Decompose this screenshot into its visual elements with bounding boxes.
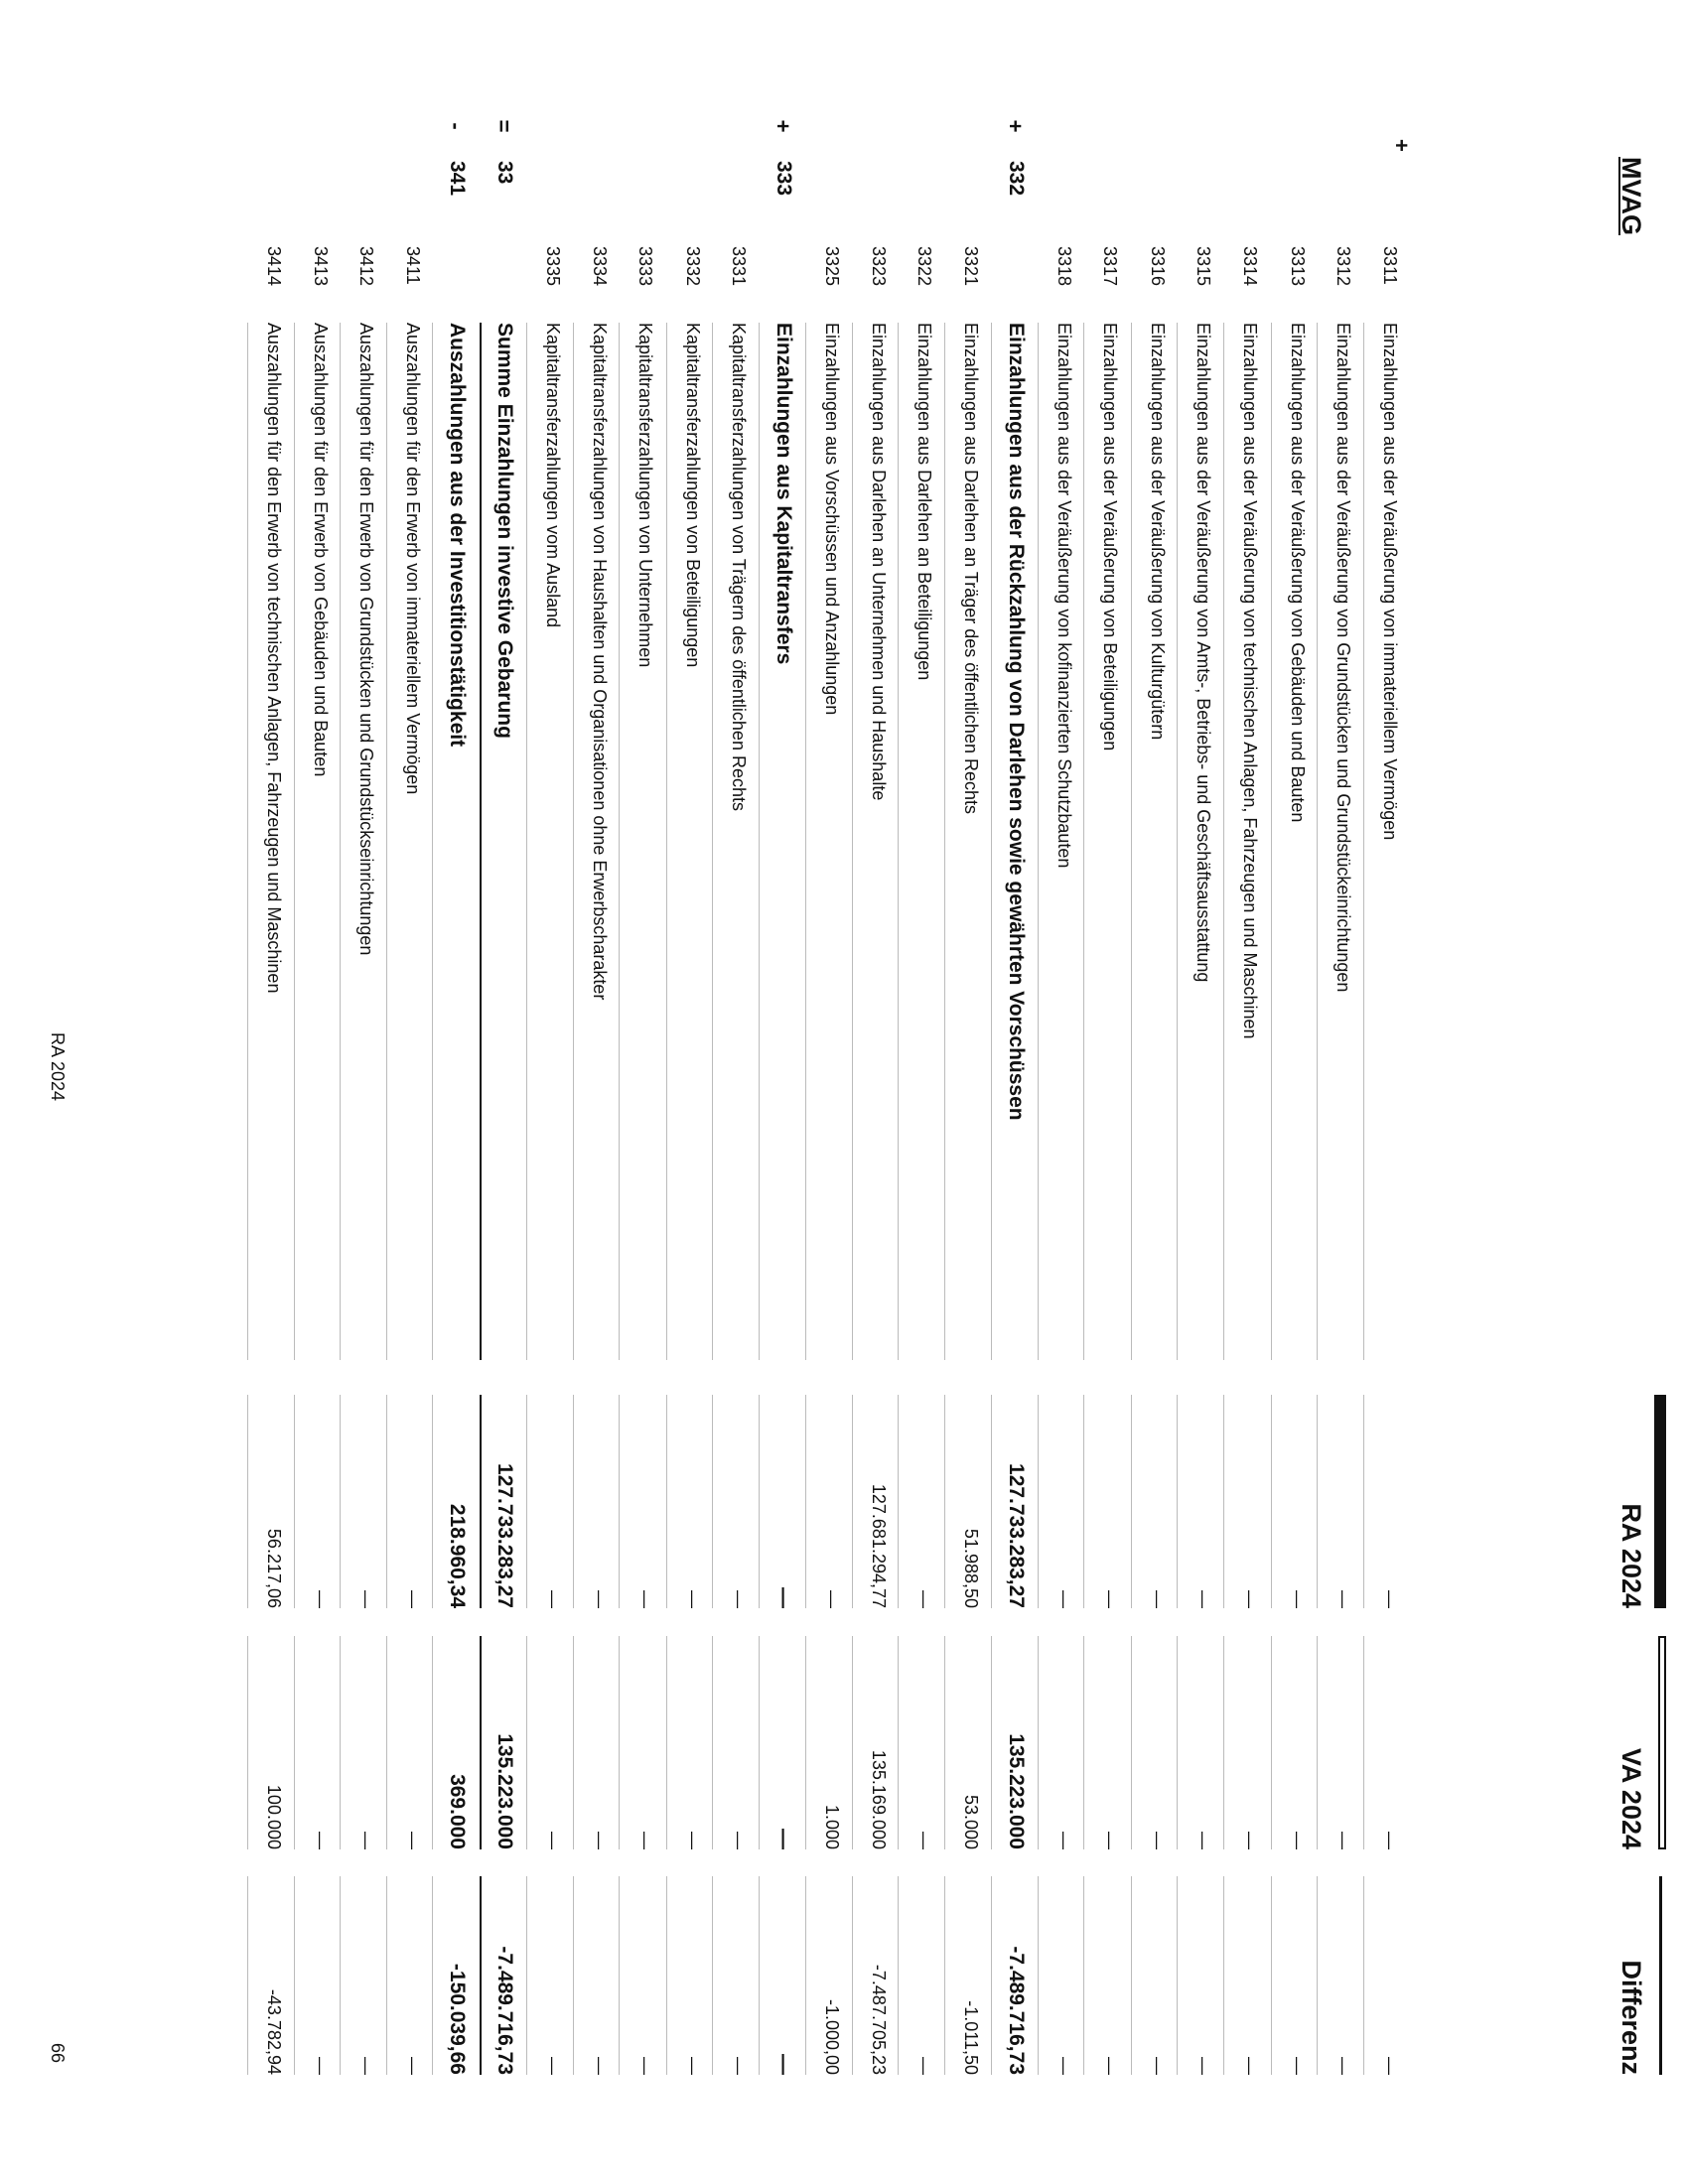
va-rule	[480, 1636, 482, 1849]
label-rule	[991, 323, 992, 1360]
ra-rule	[1038, 1395, 1039, 1608]
ra-2024-value: —	[635, 1590, 655, 1608]
ra-2024-value: —	[772, 1587, 795, 1608]
row-label: Einzahlungen aus Darlehen an Unternehmen und Haushalte	[869, 323, 889, 801]
ra-column-bar	[1654, 1395, 1666, 1608]
ra-2024-value: —	[1288, 1590, 1308, 1608]
table-row	[857, 0, 889, 2184]
table-row	[1228, 0, 1260, 2184]
diff-rule	[1177, 1876, 1178, 2075]
table-row	[764, 0, 795, 2184]
differenz-value: —	[1380, 2057, 1400, 2075]
differenz-value: —	[1100, 2057, 1120, 2075]
row-code: 3323	[869, 246, 889, 287]
ra-rule	[386, 1395, 387, 1608]
va-rule	[386, 1636, 387, 1849]
row-label: Einzahlungen aus Vorschüssen und Anzahlungen	[822, 323, 842, 716]
row-code: 3314	[1240, 246, 1260, 287]
diff-rule	[852, 1876, 853, 2075]
table-row	[1136, 0, 1168, 2184]
ra-rule	[573, 1395, 574, 1608]
table-row	[252, 0, 284, 2184]
top-operator: +	[1389, 139, 1414, 152]
va-rule	[759, 1636, 760, 1849]
row-label: Auszahlungen für den Erwerb von Gebäuden und Bauten	[311, 323, 331, 777]
va-rule	[1177, 1636, 1178, 1849]
table-row	[717, 0, 749, 2184]
ra-2024-value: 127.681.294,77	[869, 1483, 889, 1608]
row-code: 3325	[822, 246, 842, 287]
va-2024-value: —	[1193, 1832, 1213, 1849]
ra-rule	[526, 1395, 527, 1608]
va-2024-value: —	[683, 1832, 703, 1849]
diff-rule	[432, 1876, 433, 2075]
differenz-value: —	[403, 2057, 423, 2075]
row-label: Einzahlungen aus der Veräußerung von immateriellem Vermögen	[1380, 323, 1400, 841]
row-label: Einzahlungen aus der Veräußerung von Gebäuden und Bauten	[1288, 323, 1308, 823]
label-rule	[247, 323, 248, 1360]
diff-rule	[1271, 1876, 1272, 2075]
va-2024-value: —	[543, 1832, 563, 1849]
va-2024-value: —	[1288, 1832, 1308, 1849]
ra-2024-value: —	[356, 1590, 376, 1608]
ra-rule	[1317, 1395, 1318, 1608]
row-code: 3317	[1100, 246, 1120, 287]
va-rule	[432, 1636, 433, 1849]
ra-rule	[1131, 1395, 1132, 1608]
ra-rule	[805, 1395, 806, 1608]
table-row	[299, 0, 331, 2184]
differenz-value: -150.039,66	[446, 1963, 469, 2075]
table-row	[1322, 0, 1353, 2184]
label-rule	[386, 323, 387, 1360]
va-rule	[1131, 1636, 1132, 1849]
diff-rule	[294, 1876, 295, 2075]
ra-rule	[1177, 1395, 1178, 1608]
label-rule	[852, 323, 853, 1360]
va-2024-value: —	[729, 1832, 749, 1849]
va-2024-value: —	[1148, 1832, 1168, 1849]
label-rule	[1177, 323, 1178, 1360]
va-2024-header: VA 2024	[1616, 1747, 1646, 1849]
table-row	[624, 0, 655, 2184]
row-code: 3335	[543, 246, 563, 287]
table-row	[1182, 0, 1213, 2184]
row-label: Einzahlungen aus der Veräußerung von Kulturgütern	[1148, 323, 1168, 741]
row-label: Einzahlungen aus Kapitaltransfers	[772, 323, 795, 665]
row-label: Einzahlungen aus der Rückzahlung von Darlehen sowie gewährten Vorschüssen	[1005, 323, 1028, 1121]
row-label: Einzahlungen aus der Veräußerung von Beteiligungen	[1100, 323, 1120, 751]
va-rule	[1038, 1636, 1039, 1849]
ra-2024-value: —	[1100, 1590, 1120, 1608]
row-label: Kapitaltransferzahlungen von Trägern des öffentlichen Rechts	[729, 323, 749, 811]
diff-rule	[759, 1876, 760, 2075]
ra-2024-value: —	[590, 1590, 610, 1608]
label-rule	[480, 323, 482, 1360]
row-label: Einzahlungen aus Darlehen an Träger des öffentlichen Rechts	[961, 323, 981, 814]
ra-2024-value: 127.733.283,27	[493, 1463, 516, 1608]
row-code: 3411	[403, 246, 423, 285]
differenz-value: —	[683, 2057, 703, 2075]
ra-2024-value: —	[1240, 1590, 1260, 1608]
diff-rule	[991, 1876, 992, 2075]
label-rule	[432, 323, 433, 1360]
table-row	[437, 0, 469, 2184]
va-rule	[526, 1636, 527, 1849]
label-rule	[1131, 323, 1132, 1360]
differenz-value: —	[1148, 2057, 1168, 2075]
footer-label: RA 2024	[48, 1032, 68, 1102]
row-code: 3318	[1054, 246, 1074, 287]
diff-rule	[386, 1876, 387, 2075]
ra-2024-value: —	[403, 1590, 423, 1608]
ra-rule	[1083, 1395, 1084, 1608]
diff-rule	[1083, 1876, 1084, 2075]
ra-2024-value: —	[1054, 1590, 1074, 1608]
label-rule	[944, 323, 945, 1360]
ra-rule	[619, 1395, 620, 1608]
ra-rule	[944, 1395, 945, 1608]
va-2024-value: —	[1380, 1832, 1400, 1849]
label-rule	[666, 323, 667, 1360]
ra-rule	[852, 1395, 853, 1608]
va-2024-value: —	[1240, 1832, 1260, 1849]
ra-rule	[712, 1395, 713, 1608]
label-rule	[1363, 323, 1364, 1360]
label-rule	[1038, 323, 1039, 1360]
table-row	[903, 0, 934, 2184]
ra-rule	[247, 1395, 248, 1608]
row-code: 3333	[635, 246, 655, 287]
row-code: 332	[1005, 161, 1028, 197]
differenz-header: Differenz	[1616, 1960, 1646, 2075]
label-rule	[340, 323, 341, 1360]
ra-rule	[1271, 1395, 1272, 1608]
row-code: 33	[493, 161, 516, 185]
va-2024-value: 135.223.000	[1005, 1733, 1028, 1849]
va-rule	[1223, 1636, 1224, 1849]
ra-2024-value: —	[1333, 1590, 1353, 1608]
ra-rule	[759, 1395, 760, 1608]
table-row	[345, 0, 376, 2184]
table-row	[578, 0, 610, 2184]
va-rule	[991, 1636, 992, 1849]
va-rule	[944, 1636, 945, 1849]
label-rule	[759, 323, 760, 1360]
row-operator: -	[444, 122, 469, 130]
diff-rule	[805, 1876, 806, 2075]
differenz-value: -7.487.705,23	[869, 1964, 889, 2075]
ra-rule	[294, 1395, 295, 1608]
ra-rule	[1363, 1395, 1364, 1608]
table-row	[1368, 0, 1400, 2184]
ra-2024-value: —	[1148, 1590, 1168, 1608]
va-rule	[898, 1636, 899, 1849]
va-column-bar	[1658, 1636, 1666, 1849]
row-code: 3332	[683, 246, 703, 287]
diff-rule	[666, 1876, 667, 2075]
row-label: Auszahlungen für den Erwerb von Grundstücken und Grundstückseinrichtungen	[356, 323, 376, 956]
row-code: 333	[772, 161, 795, 197]
row-label: Kapitaltransferzahlungen von Beteiligungen	[683, 323, 703, 668]
diff-rule	[1131, 1876, 1132, 2075]
ra-rule	[1223, 1395, 1224, 1608]
ra-rule	[432, 1395, 433, 1608]
diff-rule	[1038, 1876, 1039, 2075]
diff-rule	[944, 1876, 945, 2075]
table-row	[485, 0, 516, 2184]
row-code: 3321	[961, 246, 981, 287]
row-label: Auszahlungen aus der Investitionstätigkeit	[446, 323, 469, 748]
row-code: 3413	[311, 246, 331, 287]
ra-2024-value: —	[914, 1590, 934, 1608]
ra-2024-value: 218.960,34	[446, 1503, 469, 1608]
ra-2024-value: —	[1193, 1590, 1213, 1608]
table-row	[1088, 0, 1120, 2184]
label-rule	[573, 323, 574, 1360]
label-rule	[619, 323, 620, 1360]
va-2024-value: —	[1333, 1832, 1353, 1849]
row-label: Auszahlungen für den Erwerb von immateriellem Vermögen	[403, 323, 423, 795]
differenz-value: —	[311, 2057, 331, 2075]
va-2024-value: —	[403, 1832, 423, 1849]
diff-rule	[1317, 1876, 1318, 2075]
table-row	[810, 0, 842, 2184]
row-operator: =	[491, 119, 516, 133]
table-row	[1043, 0, 1074, 2184]
va-rule	[805, 1636, 806, 1849]
diff-column-bar	[1659, 1876, 1662, 2075]
va-2024-value: 135.223.000	[493, 1733, 516, 1849]
table-row	[949, 0, 981, 2184]
table-row	[391, 0, 423, 2184]
va-rule	[712, 1636, 713, 1849]
va-rule	[1083, 1636, 1084, 1849]
row-label: Summe Einzahlungen investive Gebarung	[493, 323, 516, 739]
ra-2024-value: —	[543, 1590, 563, 1608]
row-label: Kapitaltransferzahlungen vom Ausland	[543, 323, 563, 628]
ra-2024-value: —	[1380, 1590, 1400, 1608]
ra-2024-value: 56.217,06	[264, 1528, 284, 1608]
ra-2024-value: —	[729, 1590, 749, 1608]
diff-rule	[480, 1876, 482, 2075]
ra-2024-value: 51.988,50	[961, 1528, 981, 1608]
differenz-value: —	[1054, 2057, 1074, 2075]
diff-rule	[1223, 1876, 1224, 2075]
row-code: 3312	[1333, 246, 1353, 287]
ra-rule	[480, 1395, 482, 1608]
differenz-value: -1.000,00	[822, 1998, 842, 2075]
row-label: Auszahlungen für den Erwerb von technischen Anlagen, Fahrzeugen und Maschinen	[264, 323, 284, 994]
va-2024-value: 1.000	[822, 1804, 842, 1849]
va-2024-value: —	[772, 1829, 795, 1849]
label-rule	[1271, 323, 1272, 1360]
ra-rule	[340, 1395, 341, 1608]
label-rule	[526, 323, 527, 1360]
va-2024-value: —	[914, 1832, 934, 1849]
ra-rule	[666, 1395, 667, 1608]
va-2024-value: —	[1100, 1832, 1120, 1849]
differenz-value: -7.489.716,73	[493, 1946, 516, 2075]
row-code: 3412	[356, 246, 376, 287]
diff-rule	[1363, 1876, 1364, 2075]
differenz-value: —	[1288, 2057, 1308, 2075]
row-code: 3414	[264, 246, 284, 287]
va-rule	[1363, 1636, 1364, 1849]
table-row	[671, 0, 703, 2184]
page-number: 66	[48, 2043, 68, 2064]
va-rule	[340, 1636, 341, 1849]
va-rule	[852, 1636, 853, 1849]
row-label: Einzahlungen aus der Veräußerung von kofinanzierten Schutzbauten	[1054, 323, 1074, 869]
table-row	[1276, 0, 1308, 2184]
diff-rule	[898, 1876, 899, 2075]
differenz-value: —	[590, 2057, 610, 2075]
ra-rule	[991, 1395, 992, 1608]
label-rule	[712, 323, 713, 1360]
differenz-value: —	[543, 2057, 563, 2075]
ra-2024-header: RA 2024	[1616, 1503, 1646, 1608]
differenz-value: —	[1333, 2057, 1353, 2075]
diff-rule	[619, 1876, 620, 2075]
row-code: 3313	[1288, 246, 1308, 287]
va-2024-value: 100.000	[264, 1784, 284, 1849]
label-rule	[1223, 323, 1224, 1360]
va-2024-value: 135.169.000	[869, 1749, 889, 1849]
row-label: Einzahlungen aus der Veräußerung von Amts-, Betriebs- und Geschäftsausstattung	[1193, 323, 1213, 983]
ra-2024-value: —	[822, 1590, 842, 1608]
va-rule	[294, 1636, 295, 1849]
va-2024-value: 369.000	[446, 1774, 469, 1849]
label-rule	[1083, 323, 1084, 1360]
row-label: Einzahlungen aus Darlehen an Beteiligungen	[914, 323, 934, 681]
row-operator: +	[771, 119, 795, 133]
label-rule	[898, 323, 899, 1360]
diff-rule	[712, 1876, 713, 2075]
differenz-value: —	[356, 2057, 376, 2075]
differenz-value: —	[1193, 2057, 1213, 2075]
row-operator: +	[1003, 119, 1028, 133]
va-rule	[247, 1636, 248, 1849]
va-rule	[1271, 1636, 1272, 1849]
label-rule	[805, 323, 806, 1360]
label-rule	[1317, 323, 1318, 1360]
row-code: 3311	[1380, 246, 1400, 285]
diff-rule	[247, 1876, 248, 2075]
row-code: 3331	[729, 246, 749, 287]
differenz-value: —	[772, 2054, 795, 2075]
row-code: 3316	[1148, 246, 1168, 287]
differenz-value: -1.011,50	[961, 2000, 981, 2075]
row-label: Einzahlungen aus der Veräußerung von technischen Anlagen, Fahrzeugen und Maschinen	[1240, 323, 1260, 1039]
row-label: Einzahlungen aus der Veräußerung von Grundstücken und Grundstückeinrichtungen	[1333, 323, 1353, 993]
va-rule	[573, 1636, 574, 1849]
va-2024-value: —	[1054, 1832, 1074, 1849]
table-row	[996, 0, 1028, 2184]
label-rule	[294, 323, 295, 1360]
va-2024-value: —	[311, 1832, 331, 1849]
row-code: 3334	[590, 246, 610, 287]
diff-rule	[573, 1876, 574, 2075]
row-code: 3315	[1193, 246, 1213, 287]
va-2024-value: —	[590, 1832, 610, 1849]
va-rule	[666, 1636, 667, 1849]
row-label: Kapitaltransferzahlungen von Haushalten und Organisationen ohne Erwerbscharakter	[590, 323, 610, 1001]
va-rule	[1317, 1636, 1318, 1849]
diff-rule	[340, 1876, 341, 2075]
ra-2024-value: —	[683, 1590, 703, 1608]
diff-rule	[526, 1876, 527, 2075]
row-label: Kapitaltransferzahlungen von Unternehmen	[635, 323, 655, 668]
differenz-value: —	[635, 2057, 655, 2075]
row-code: 341	[446, 161, 469, 197]
differenz-value: -7.489.716,73	[1005, 1946, 1028, 2075]
va-2024-value: 53.000	[961, 1794, 981, 1849]
differenz-value: —	[914, 2057, 934, 2075]
va-rule	[619, 1636, 620, 1849]
ra-2024-value: —	[311, 1590, 331, 1608]
row-code: 3322	[914, 246, 934, 287]
differenz-value: —	[729, 2057, 749, 2075]
va-2024-value: —	[356, 1832, 376, 1849]
differenz-value: —	[1240, 2057, 1260, 2075]
va-2024-value: —	[635, 1832, 655, 1849]
mvag-header: MVAG	[1616, 157, 1646, 235]
table-row	[531, 0, 563, 2184]
ra-rule	[898, 1395, 899, 1608]
ra-2024-value: 127.733.283,27	[1005, 1463, 1028, 1608]
differenz-value: -43.782,94	[264, 1988, 284, 2075]
